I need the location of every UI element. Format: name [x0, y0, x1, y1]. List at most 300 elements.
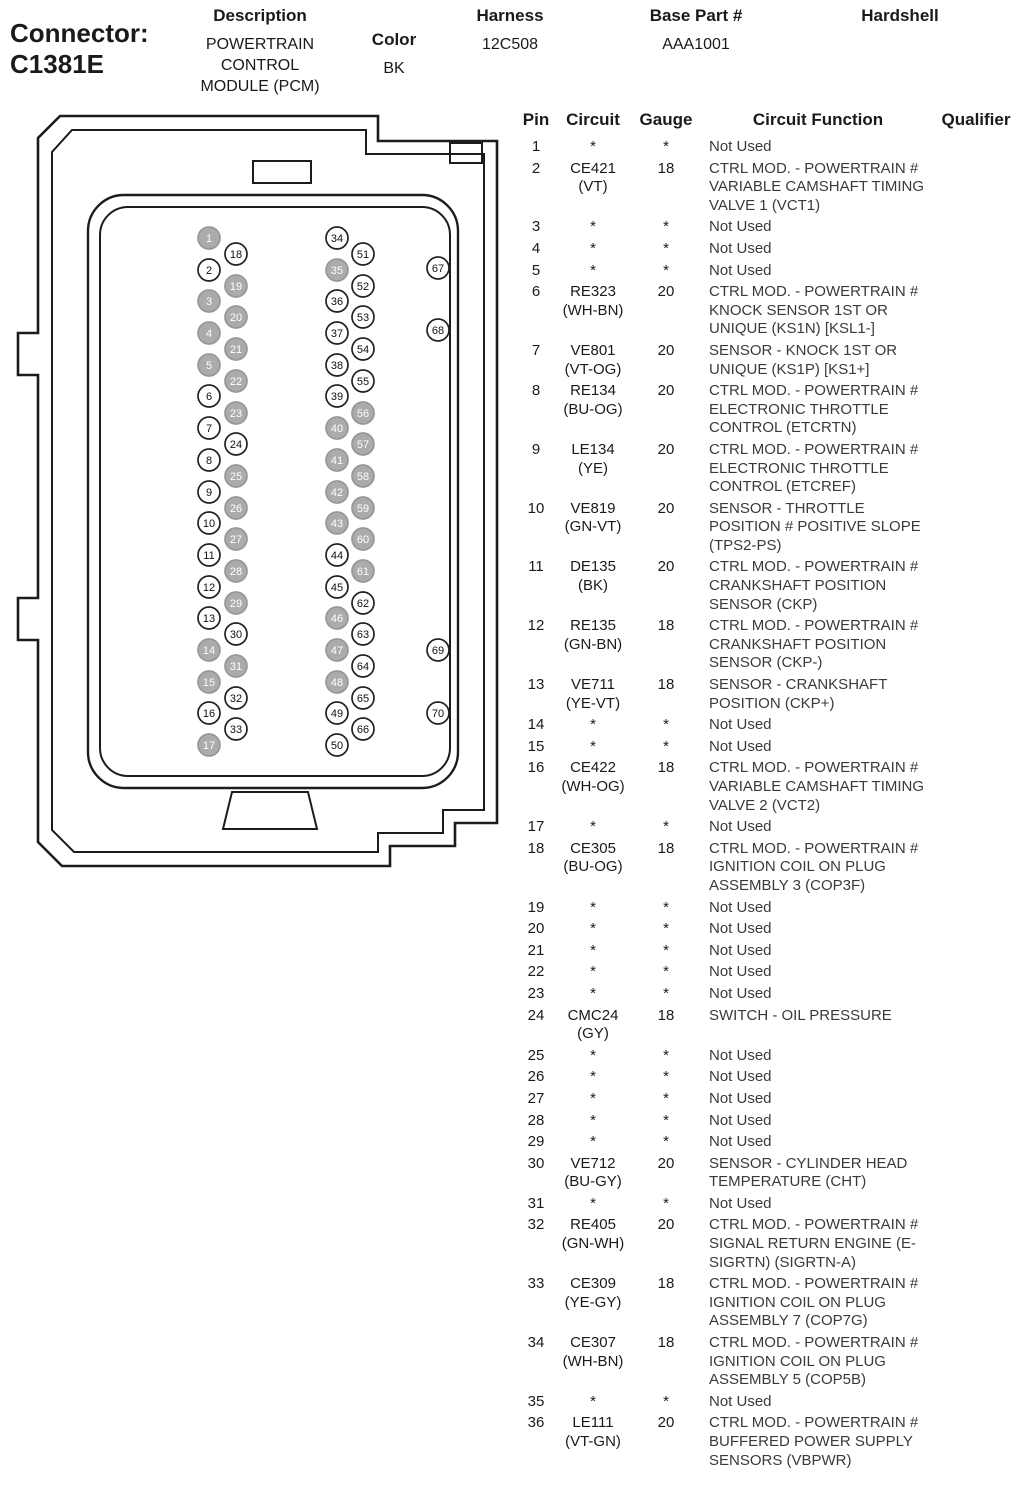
svg-text:13: 13: [202, 613, 216, 625]
circuit-cell: CMC24 (GY): [567, 1006, 619, 1043]
pin-number: 17: [527, 818, 545, 836]
circuit-function-cell: Not Used: [709, 984, 772, 1002]
circuit-cell: VE801 (VT-OG): [564, 341, 622, 378]
svg-text:9: 9: [205, 487, 213, 499]
pin-field-outer: [88, 195, 458, 788]
circuit-function-cell: Not Used: [709, 898, 772, 916]
table-row-pin-5: [517, 262, 1017, 281]
svg-text:37: 37: [330, 328, 344, 340]
svg-text:3: 3: [205, 296, 213, 308]
table-row-pin-36: [517, 1414, 1017, 1470]
color-label: Color: [371, 30, 417, 49]
table-row-pin-3: [517, 218, 1017, 237]
svg-text:61: 61: [356, 566, 370, 578]
svg-text:41: 41: [330, 455, 344, 467]
table-row-pin-6: [517, 283, 1017, 339]
circuit-cell: *: [590, 218, 596, 236]
connector-pin-1: [198, 227, 220, 249]
table-row-pin-25: [517, 1047, 1017, 1066]
connector-diagram: [8, 105, 513, 875]
connector-pin-34: [326, 227, 348, 249]
table-row-pin-12: [517, 617, 1017, 673]
connector-pin-58: [352, 465, 374, 487]
pin-number: 23: [527, 984, 545, 1002]
pin-number: 22: [527, 963, 545, 981]
pin-number: 26: [527, 1068, 545, 1086]
circuit-cell: *: [590, 737, 596, 755]
svg-text:31: 31: [229, 661, 243, 673]
table-row-pin-35: [517, 1393, 1017, 1412]
circuit-cell: RE134 (BU-OG): [563, 382, 623, 418]
circuit-function-cell: Not Used: [709, 218, 772, 236]
svg-text:39: 39: [330, 391, 344, 403]
table-row-pin-18: [517, 840, 1017, 896]
svg-text:67: 67: [431, 263, 445, 275]
circuit-cell: CE421 (VT): [570, 159, 616, 196]
color-value: BK: [383, 60, 405, 77]
harness-value: 12C508: [481, 36, 539, 53]
svg-text:5: 5: [205, 360, 213, 372]
connector-pin-26: [225, 497, 247, 519]
pin-table-body: [517, 138, 1017, 1470]
connector-pin-18: [225, 243, 247, 265]
circuit-function-cell: CTRL MOD. - POWERTRAIN # CRANKSHAFT POSITION SENSOR (CKP-): [709, 617, 919, 672]
connector-pin-7: [198, 417, 220, 439]
circuit-cell: *: [590, 1133, 596, 1151]
connector-pin-23: [225, 402, 247, 424]
gauge-cell: *: [663, 218, 669, 236]
circuit-cell: RE135 (GN-BN): [563, 617, 623, 653]
circuit-cell: RE323 (WH-BN): [562, 283, 624, 319]
connector-pin-69: [427, 639, 449, 661]
pin-number: 5: [531, 261, 541, 279]
svg-text:53: 53: [356, 312, 370, 324]
svg-text:25: 25: [229, 471, 243, 483]
svg-text:36: 36: [330, 296, 344, 308]
table-row-pin-34: [517, 1334, 1017, 1390]
connector-pin-38: [326, 354, 348, 376]
circuit-cell: VE712 (BU-GY): [564, 1154, 622, 1191]
circuit-cell: VE711 (YE-VT): [565, 676, 621, 712]
circuit-function-cell: CTRL MOD. - POWERTRAIN # VARIABLE CAMSHAFT TIMING VALVE 1 (VCT1): [709, 159, 925, 214]
gauge-cell: *: [663, 737, 669, 755]
table-row-pin-10: [517, 500, 1017, 556]
svg-text:57: 57: [356, 439, 370, 451]
connector-pin-19: [225, 275, 247, 297]
circuit-function-cell: Not Used: [709, 941, 772, 959]
connector-pin-55: [352, 370, 374, 392]
svg-text:26: 26: [229, 503, 243, 515]
circuit-function-cell: Not Used: [709, 1089, 772, 1107]
connector-pin-54: [352, 338, 374, 360]
gauge-cell: *: [663, 1133, 669, 1151]
circuit-function-cell: SENSOR - THROTTLE POSITION # POSITIVE SLOPE (TPS2-PS): [709, 499, 921, 554]
svg-text:21: 21: [229, 344, 243, 356]
gauge-cell: 20: [657, 1216, 675, 1234]
circuit-cell: *: [590, 716, 596, 734]
circuit-function-cell: SENSOR - KNOCK 1ST OR UNIQUE (KS1P) [KS1+]: [709, 341, 898, 378]
svg-text:59: 59: [356, 503, 370, 515]
connector-pin-62: [352, 592, 374, 614]
table-row-pin-4: [517, 240, 1017, 259]
svg-text:6: 6: [205, 391, 213, 403]
svg-text:28: 28: [229, 566, 243, 578]
svg-text:52: 52: [356, 281, 370, 293]
connector-pin-60: [352, 528, 374, 550]
connector-pin-56: [352, 402, 374, 424]
gauge-cell: *: [663, 1194, 669, 1212]
gauge-cell: *: [663, 920, 669, 938]
connector-pin-8: [198, 449, 220, 471]
svg-text:29: 29: [229, 598, 243, 610]
connector-pin-31: [225, 655, 247, 677]
connector-pin-35: [326, 259, 348, 281]
connector-pin-2: [198, 259, 220, 281]
pin-number: 4: [531, 239, 541, 257]
circuit-function-cell: SWITCH - OIL PRESSURE: [709, 1006, 892, 1024]
svg-text:30: 30: [229, 629, 243, 641]
circuit-function-cell: Not Used: [709, 716, 772, 734]
circuit-cell: DE135 (BK): [570, 558, 616, 595]
circuit-cell: *: [590, 138, 596, 155]
pin-table: [517, 110, 1017, 1473]
table-row-pin-22: [517, 963, 1017, 982]
connector-pin-16: [198, 702, 220, 724]
pin-number: 2: [531, 159, 541, 177]
connector-pin-47: [326, 639, 348, 661]
connector-pin-43: [326, 512, 348, 534]
circuit-function-cell: Not Used: [709, 963, 772, 981]
gauge-cell: *: [663, 716, 669, 734]
circuit-function-cell: Not Used: [709, 239, 772, 257]
column-header-pin: Pin: [522, 110, 550, 129]
connector-title: [10, 18, 149, 80]
gauge-cell: *: [663, 963, 669, 981]
svg-text:47: 47: [330, 645, 344, 657]
connector-pin-4: [198, 322, 220, 344]
circuit-function-cell: CTRL MOD. - POWERTRAIN # VARIABLE CAMSHAFT TIMING VALVE 2 (VCT2): [709, 759, 925, 814]
circuit-function-cell: Not Used: [709, 138, 772, 155]
pin-number: 31: [527, 1194, 545, 1212]
circuit-cell: RE405 (GN-WH): [561, 1216, 625, 1253]
description-label: Description: [213, 6, 307, 25]
svg-text:24: 24: [229, 439, 243, 451]
svg-text:58: 58: [356, 471, 370, 483]
column-header-qualifier: Qualifier: [941, 110, 1011, 129]
gauge-cell: 18: [657, 159, 675, 177]
pin-number: 3: [531, 218, 541, 236]
pin-number: 1: [531, 138, 541, 155]
pin-number: 19: [527, 898, 545, 916]
svg-text:60: 60: [356, 534, 370, 546]
svg-text:55: 55: [356, 376, 370, 388]
svg-text:20: 20: [229, 312, 243, 324]
svg-text:44: 44: [330, 550, 344, 562]
gauge-cell: *: [663, 1046, 669, 1064]
connector-pin-33: [225, 718, 247, 740]
svg-text:40: 40: [330, 423, 344, 435]
pin-number: 12: [527, 617, 545, 635]
connector-pin-65: [352, 687, 374, 709]
svg-text:50: 50: [330, 740, 344, 752]
circuit-function-cell: Not Used: [709, 1068, 772, 1086]
connector-pin-11: [198, 544, 220, 566]
svg-text:12: 12: [202, 582, 216, 594]
svg-text:16: 16: [202, 708, 216, 720]
pin-number: 11: [528, 558, 544, 576]
pin-number: 18: [527, 839, 545, 857]
svg-text:68: 68: [431, 325, 445, 337]
gauge-cell: 20: [657, 283, 675, 301]
connector-pin-42: [326, 481, 348, 503]
connector-pin-59: [352, 497, 374, 519]
connector-pin-28: [225, 560, 247, 582]
svg-text:63: 63: [356, 629, 370, 641]
connector-pin-24: [225, 433, 247, 455]
circuit-function-cell: CTRL MOD. - POWERTRAIN # ELECTRONIC THROTTLE CONTROL (ETCREF): [709, 440, 919, 496]
circuit-function-cell: Not Used: [709, 1111, 772, 1129]
gauge-cell: 18: [657, 759, 675, 777]
gauge-cell: 20: [657, 1154, 675, 1172]
gauge-cell: *: [663, 261, 669, 279]
pin-number: 27: [527, 1089, 545, 1107]
table-row-pin-17: [517, 818, 1017, 837]
connector-pin-68: [427, 319, 449, 341]
gauge-cell: *: [663, 1089, 669, 1107]
connector-inner-outline: [52, 130, 484, 852]
pin-number: 25: [527, 1046, 545, 1064]
table-row-pin-32: [517, 1216, 1017, 1272]
gauge-cell: 20: [657, 1414, 675, 1432]
table-row-pin-20: [517, 920, 1017, 939]
table-row-pin-8: [517, 382, 1017, 438]
connector-label: Connector:: [10, 18, 149, 48]
harness-label: Harness: [476, 6, 544, 25]
svg-text:48: 48: [330, 677, 344, 689]
circuit-function-cell: CTRL MOD. - POWERTRAIN # IGNITION COIL ON PLUG ASSEMBLY 5 (COP5B): [709, 1334, 919, 1389]
circuit-function-cell: Not Used: [709, 1392, 772, 1410]
connector-pin-52: [352, 275, 374, 297]
gauge-cell: *: [663, 1392, 669, 1410]
connector-pin-39: [326, 385, 348, 407]
base-part-value: AAA1001: [662, 36, 730, 53]
base-part-label: Base Part #: [649, 6, 743, 25]
svg-text:38: 38: [330, 360, 344, 372]
pin-number: 10: [527, 499, 545, 517]
connector-pin-22: [225, 370, 247, 392]
table-row-pin-9: [517, 441, 1017, 497]
connector-pin-66: [352, 718, 374, 740]
pin-number: 24: [527, 1006, 545, 1024]
gauge-cell: 18: [657, 839, 675, 857]
connector-pin-29: [225, 592, 247, 614]
connector-pin-12: [198, 576, 220, 598]
connector-pin-17: [198, 734, 220, 756]
svg-text:18: 18: [229, 249, 243, 261]
circuit-function-cell: Not Used: [709, 737, 772, 755]
svg-text:15: 15: [202, 677, 216, 689]
circuit-function-cell: CTRL MOD. - POWERTRAIN # IGNITION COIL ON PLUG ASSEMBLY 3 (COP3F): [709, 839, 919, 894]
table-row-pin-16: [517, 759, 1017, 815]
svg-text:2: 2: [205, 265, 213, 277]
connector-pin-21: [225, 338, 247, 360]
gauge-cell: 20: [657, 558, 675, 576]
hardshell-label: Hardshell: [861, 6, 939, 25]
connector-pin-3: [198, 290, 220, 312]
connector-pin-48: [326, 671, 348, 693]
pin-number: 21: [527, 941, 545, 959]
circuit-function-cell: Not Used: [709, 818, 772, 836]
pin-number: 20: [527, 920, 545, 938]
gauge-cell: 20: [657, 440, 675, 458]
pin-number: 13: [527, 676, 545, 694]
description-value: POWERTRAIN CONTROL MODULE (PCM): [200, 36, 320, 95]
gauge-cell: 18: [657, 676, 675, 694]
connector-pin-67: [427, 257, 449, 279]
table-row-pin-1: [517, 138, 1017, 157]
svg-text:17: 17: [202, 740, 216, 752]
svg-text:22: 22: [229, 376, 243, 388]
column-header-circuit: Circuit: [566, 110, 620, 129]
pin-number: 6: [531, 283, 541, 301]
gauge-cell: 18: [657, 1334, 675, 1352]
connector-pin-49: [326, 702, 348, 724]
circuit-function-cell: CTRL MOD. - POWERTRAIN # IGNITION COIL ON PLUG ASSEMBLY 7 (COP7G): [709, 1275, 919, 1330]
gauge-cell: *: [663, 941, 669, 959]
circuit-cell: LE134 (YE): [571, 440, 615, 477]
svg-text:35: 35: [330, 265, 344, 277]
svg-text:19: 19: [229, 281, 243, 293]
connector-pin-13: [198, 607, 220, 629]
circuit-cell: *: [590, 1392, 596, 1410]
svg-text:64: 64: [356, 661, 370, 673]
svg-text:54: 54: [356, 344, 370, 356]
pin-number: 35: [527, 1392, 545, 1410]
circuit-function-cell: Not Used: [709, 1133, 772, 1151]
circuit-cell: *: [590, 1089, 596, 1107]
table-row-pin-29: [517, 1133, 1017, 1152]
circuit-cell: *: [590, 898, 596, 916]
gauge-cell: *: [663, 898, 669, 916]
circuit-cell: CE307 (WH-BN): [562, 1334, 624, 1370]
connector-id: C1381E: [10, 49, 104, 79]
gauge-cell: *: [663, 1068, 669, 1086]
pin-field-inner: [100, 207, 450, 776]
connector-pin-44: [326, 544, 348, 566]
gauge-cell: *: [663, 239, 669, 257]
connector-pin-63: [352, 623, 374, 645]
svg-text:10: 10: [202, 518, 216, 530]
svg-text:51: 51: [356, 249, 370, 261]
circuit-function-cell: SENSOR - CRANKSHAFT POSITION (CKP+): [709, 676, 888, 712]
circuit-cell: *: [590, 941, 596, 959]
svg-text:11: 11: [203, 550, 215, 562]
circuit-function-cell: CTRL MOD. - POWERTRAIN # SIGNAL RETURN ENGINE (E-SIGRTN) (SIGRTN-A): [709, 1216, 919, 1271]
connector-pin-61: [352, 560, 374, 582]
svg-text:49: 49: [330, 708, 344, 720]
svg-text:46: 46: [330, 613, 344, 625]
pin-number: 33: [527, 1275, 545, 1293]
gauge-cell: *: [663, 818, 669, 836]
connector-pin-30: [225, 623, 247, 645]
index-tab-top: [253, 161, 311, 183]
circuit-cell: LE111 (VT-GN): [565, 1414, 621, 1450]
circuit-cell: VE819 (GN-VT): [564, 499, 622, 536]
gauge-cell: 20: [657, 341, 675, 359]
circuit-cell: *: [590, 818, 596, 836]
svg-text:14: 14: [202, 645, 216, 657]
pin-table-header: [517, 110, 1017, 130]
connector-pin-41: [326, 449, 348, 471]
gauge-cell: 18: [657, 617, 675, 635]
circuit-function-cell: CTRL MOD. - POWERTRAIN # BUFFERED POWER SUPPLY SENSORS (VBPWR): [709, 1414, 919, 1469]
circuit-function-cell: Not Used: [709, 1194, 772, 1212]
gauge-cell: *: [663, 984, 669, 1002]
connector-pin-5: [198, 354, 220, 376]
svg-text:8: 8: [205, 455, 213, 467]
gauge-cell: 20: [657, 382, 675, 400]
connector-pin-70: [427, 702, 449, 724]
circuit-function-cell: CTRL MOD. - POWERTRAIN # CRANKSHAFT POSITION SENSOR (CKP): [709, 558, 919, 613]
table-row-pin-21: [517, 942, 1017, 961]
column-header-circuit-function: Circuit Function: [752, 110, 884, 129]
circuit-cell: *: [590, 1068, 596, 1086]
gauge-cell: 18: [657, 1006, 675, 1024]
connector-pin-10: [198, 512, 220, 534]
circuit-cell: *: [590, 1046, 596, 1064]
table-row-pin-26: [517, 1068, 1017, 1087]
connector-pin-46: [326, 607, 348, 629]
connector-pin-64: [352, 655, 374, 677]
connector-pin-27: [225, 528, 247, 550]
circuit-cell: CE422 (WH-OG): [561, 759, 625, 795]
svg-text:32: 32: [229, 693, 243, 705]
svg-text:27: 27: [229, 534, 243, 546]
table-row-pin-24: [517, 1007, 1017, 1044]
table-row-pin-33: [517, 1275, 1017, 1331]
svg-text:1: 1: [205, 233, 213, 245]
table-row-pin-11: [517, 558, 1017, 614]
circuit-cell: *: [590, 1111, 596, 1129]
connector-outer-outline: [18, 116, 497, 866]
pin-number: 9: [531, 440, 541, 458]
pin-number: 29: [527, 1133, 545, 1151]
svg-text:62: 62: [356, 598, 370, 610]
table-row-pin-2: [517, 160, 1017, 216]
circuit-function-cell: SENSOR - CYLINDER HEAD TEMPERATURE (CHT): [709, 1154, 908, 1191]
circuit-function-cell: Not Used: [709, 261, 772, 279]
connector-pin-50: [326, 734, 348, 756]
svg-text:66: 66: [356, 724, 370, 736]
table-row-pin-14: [517, 716, 1017, 735]
index-tab-bottom: [223, 792, 317, 829]
svg-text:34: 34: [330, 233, 344, 245]
circuit-cell: *: [590, 984, 596, 1002]
circuit-function-cell: Not Used: [709, 920, 772, 938]
connector-pin-32: [225, 687, 247, 709]
connector-pin-36: [326, 290, 348, 312]
pin-number: 34: [527, 1334, 545, 1352]
svg-text:7: 7: [205, 423, 213, 435]
circuit-cell: *: [590, 920, 596, 938]
pin-field-pins: [198, 227, 449, 756]
svg-text:43: 43: [330, 518, 344, 530]
connector-pin-37: [326, 322, 348, 344]
pin-number: 8: [531, 382, 541, 400]
pin-number: 28: [527, 1111, 545, 1129]
connector-pin-53: [352, 306, 374, 328]
connector-pin-9: [198, 481, 220, 503]
